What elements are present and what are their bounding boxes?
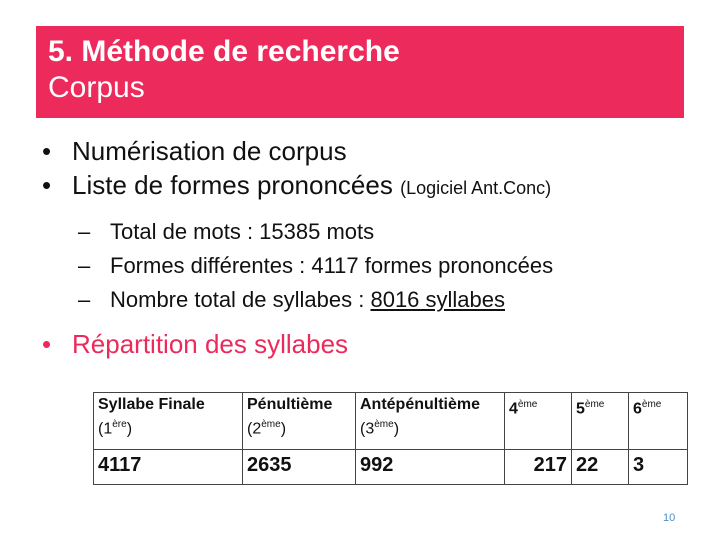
bullet-list xyxy=(42,134,702,361)
table-cell: 2635 xyxy=(243,450,356,485)
bullet-dot-icon: • xyxy=(42,329,52,359)
header-sup: ème xyxy=(517,399,538,410)
table-header-cell xyxy=(243,393,356,450)
table-header-cell xyxy=(94,393,243,450)
dash-icon: – xyxy=(78,253,91,278)
slide-title: 5. Méthode de recherche xyxy=(48,35,400,68)
bullet-dot-icon: • xyxy=(42,136,52,166)
header-sup: ème xyxy=(641,399,662,410)
header-close: ) xyxy=(280,420,287,438)
header-label: 4 xyxy=(509,400,518,418)
header-close: ) xyxy=(393,420,400,438)
bullet-item xyxy=(42,327,702,361)
header-label: 6 xyxy=(633,400,642,418)
table-header-cell xyxy=(572,393,629,450)
header-sup: ème xyxy=(584,399,605,410)
sub-item xyxy=(78,215,702,249)
page-number: 10 xyxy=(663,512,676,524)
table-cell: 992 xyxy=(356,450,505,485)
slide-subtitle: Corpus xyxy=(48,71,145,104)
header-label: 5 xyxy=(576,400,585,418)
table-row xyxy=(94,450,688,485)
bullet-item xyxy=(42,168,702,205)
header-close: ) xyxy=(126,420,133,438)
table-cell: 22 xyxy=(572,450,629,485)
dash-icon: – xyxy=(78,287,91,312)
table-header-cell xyxy=(505,393,572,450)
sub-item xyxy=(78,283,702,317)
bullet-text: Répartition des syllabes xyxy=(72,329,349,359)
header-sup: ème xyxy=(374,419,394,430)
header-sup: ème xyxy=(261,419,281,430)
table-cell: 217 xyxy=(505,450,572,485)
table-header-cell xyxy=(356,393,505,450)
table-header-cell xyxy=(629,393,688,450)
syllable-table xyxy=(93,392,688,485)
bullet-text: Numérisation de corpus xyxy=(72,136,347,166)
header-ordinal: (3 xyxy=(360,420,375,438)
table-cell: 4117 xyxy=(94,450,243,485)
dash-icon: – xyxy=(78,219,91,244)
sub-list xyxy=(78,215,702,317)
header-ordinal: (2 xyxy=(247,420,262,438)
bullet-text: Liste de formes prononcées xyxy=(72,170,393,200)
sub-item-text: Total de mots : 15385 mots xyxy=(110,219,375,244)
bullet-dot-icon: • xyxy=(42,170,52,200)
sub-item-text: Formes différentes : 4117 formes prononcées xyxy=(110,253,554,278)
title-bar xyxy=(36,26,684,118)
table-header-row xyxy=(94,393,688,450)
bullet-item xyxy=(42,134,702,168)
header-ordinal: (1 xyxy=(98,420,113,438)
header-label: Antépénultième xyxy=(360,396,481,413)
sub-item xyxy=(78,249,702,283)
table-cell: 3 xyxy=(629,450,688,485)
header-label: Pénultième xyxy=(247,396,333,413)
bullet-note: (Logiciel Ant.Conc) xyxy=(400,178,552,198)
header-label: Syllabe Finale xyxy=(98,396,205,413)
sub-item-underlined: 8016 syllabes xyxy=(370,287,506,312)
header-sup: ère xyxy=(112,419,127,430)
sub-item-text: Nombre total de syllabes : xyxy=(110,287,371,312)
